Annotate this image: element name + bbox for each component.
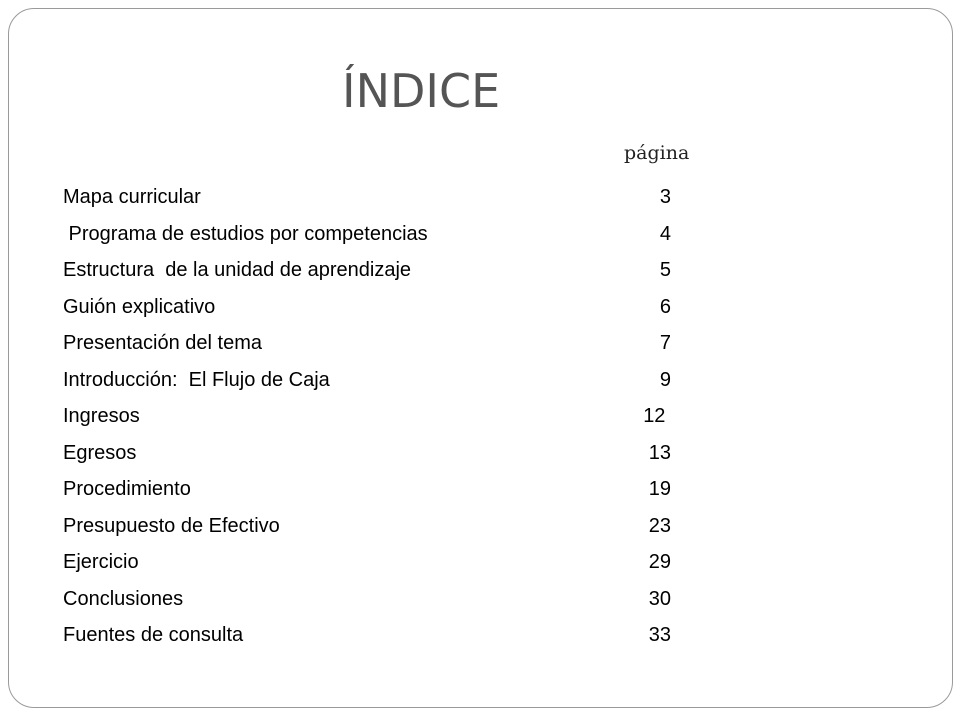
toc-entry-label: Guión explicativo <box>63 295 216 318</box>
toc-entry-label: Programa de estudios por competencias <box>63 222 428 245</box>
toc-entry-page: 12 <box>643 405 671 427</box>
toc-entry <box>63 184 703 221</box>
toc-entry-label: Presentación del tema <box>63 332 263 354</box>
toc-entry <box>63 330 703 367</box>
table-of-contents <box>63 184 703 659</box>
toc-entry <box>63 257 703 294</box>
toc-entry <box>63 586 703 623</box>
toc-entry-label: Presupuesto de Efectivo <box>63 514 280 537</box>
toc-entry-page: 3 <box>659 186 671 208</box>
toc-entry <box>63 549 703 586</box>
toc-entry <box>63 622 703 659</box>
slide-title: ÍNDICE <box>342 64 501 118</box>
toc-entry-page: 23 <box>648 514 671 537</box>
toc-entry-page: 7 <box>654 332 671 354</box>
toc-entry <box>63 294 703 331</box>
toc-entry <box>63 440 703 477</box>
toc-entry-page: 33 <box>648 624 671 646</box>
toc-entry-page: 30 <box>648 587 671 610</box>
toc-entry-page: 19 <box>648 478 671 500</box>
toc-entry-label: Conclusiones <box>63 587 184 610</box>
toc-entry <box>63 221 703 258</box>
toc-entry <box>63 367 703 404</box>
toc-entry <box>63 513 703 550</box>
toc-entry-page: 6 <box>659 295 671 318</box>
toc-entry-label: Egresos <box>63 441 137 464</box>
toc-entry-page: 29 <box>648 551 671 573</box>
toc-entry-page: 13 <box>648 441 671 464</box>
toc-entry <box>63 403 703 440</box>
toc-entry-page: 4 <box>659 222 671 245</box>
toc-entry <box>63 476 703 513</box>
toc-entry-label: Estructura de la unidad de aprendizaje <box>63 259 412 281</box>
toc-entry-label: Mapa curricular <box>63 186 201 208</box>
toc-entry-page: 9 <box>654 368 671 391</box>
toc-entry-label: Ejercicio <box>63 551 139 573</box>
toc-entry-page: 5 <box>654 259 671 281</box>
page-column-header: página <box>624 142 690 164</box>
toc-entry-label: Introducción: El Flujo de Caja <box>63 368 330 391</box>
toc-entry-label: Procedimiento <box>63 478 191 500</box>
toc-entry-label: Ingresos <box>63 405 140 427</box>
toc-entry-label: Fuentes de consulta <box>63 624 244 646</box>
